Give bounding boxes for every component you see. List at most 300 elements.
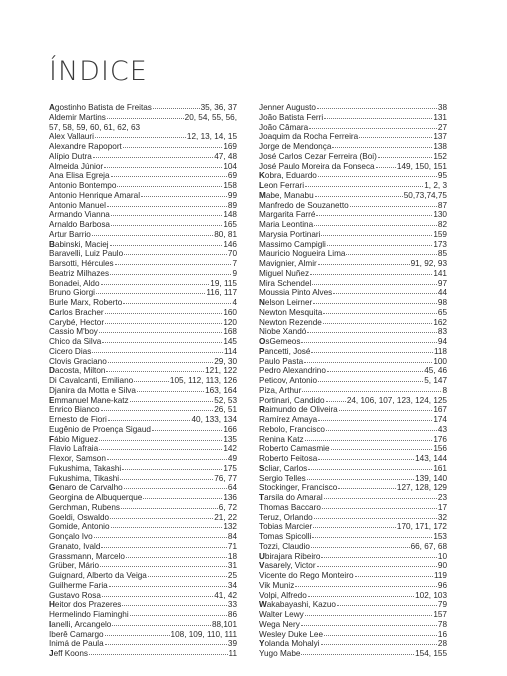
entry-initial: P	[259, 346, 265, 356]
entry-name: José Carlos Cezar Ferreira (Boi)	[259, 151, 377, 161]
index-column-right	[259, 103, 447, 659]
index-entry	[49, 425, 237, 435]
entry-pages: 80, 81	[214, 229, 237, 239]
leader-dots	[301, 654, 414, 655]
leader-dots	[312, 284, 437, 285]
entry-pages: 40, 133, 134	[191, 415, 237, 424]
entry-name: Alexandre Rapoport	[49, 142, 122, 151]
leader-dots	[102, 342, 222, 343]
entry-name: Grassmann, Marcelo	[49, 551, 125, 561]
entry-pages: 116, 117	[206, 288, 237, 298]
index-entry	[49, 347, 237, 357]
index-entry	[49, 503, 237, 513]
entry-pages: 167	[433, 405, 447, 415]
leader-dots	[301, 342, 436, 343]
entry-initial: S	[259, 463, 265, 473]
entry-name: Barsotti, Hércules	[49, 259, 114, 268]
entry-name: Burle Marx, Roberto	[49, 298, 123, 307]
index-entry	[49, 474, 237, 484]
leader-dots	[101, 410, 214, 411]
entry-name: Niobe Xandó	[259, 327, 307, 337]
leader-dots	[94, 537, 227, 538]
index-entry	[259, 503, 447, 513]
entry-pages: 158	[223, 181, 237, 190]
leader-dots	[304, 362, 432, 363]
leader-dots	[308, 596, 414, 597]
leader-dots	[359, 137, 432, 138]
entry-pages: 136	[223, 493, 237, 502]
entry-pages: 102, 103	[415, 590, 447, 600]
leader-dots	[307, 479, 414, 480]
entry-name: Flexor, Samson	[49, 454, 106, 463]
index-entry	[259, 405, 447, 415]
leader-dots	[137, 391, 204, 392]
entry-name: Heitor dos Prazeres	[49, 600, 122, 610]
entry-name: Sergio Telles	[259, 473, 306, 483]
entry-name: Aldemir Martins	[49, 112, 106, 122]
leader-dots	[148, 576, 227, 577]
index-entry	[259, 152, 447, 162]
index-entry	[49, 249, 237, 259]
entry-name: Ianelli, Arcangelo	[49, 619, 112, 629]
entry-pages: 33	[227, 600, 237, 610]
index-entry	[259, 201, 447, 211]
entry-pages: 1, 2, 3	[424, 181, 447, 190]
index-entry	[259, 249, 447, 259]
index-entry	[49, 561, 237, 571]
leader-dots	[313, 303, 437, 304]
entry-pages: 142	[223, 444, 237, 454]
index-entry	[259, 464, 447, 474]
entry-pages: 154, 155	[415, 649, 447, 658]
leader-dots	[355, 576, 433, 577]
entry-name: Gomide, Antonio	[49, 522, 110, 532]
leader-dots	[314, 225, 437, 226]
leader-dots	[323, 313, 437, 314]
entry-initial: B	[49, 239, 55, 249]
entry-initial: G	[49, 483, 56, 493]
entry-name: Agostinho Batista de Freitas	[49, 103, 152, 112]
entry-pages: 127, 128, 129	[396, 483, 447, 493]
leader-dots	[123, 147, 223, 148]
entry-name: Pedro Alexandrino	[259, 366, 326, 376]
entry-name: Gerchman, Rubens	[49, 502, 120, 512]
entry-pages-continued: 57, 58, 59, 60, 61, 62, 63	[49, 122, 141, 132]
page-title: ÍNDICE	[49, 56, 148, 87]
entry-name: Nelson Leirner	[259, 298, 313, 307]
leader-dots	[324, 498, 437, 499]
leader-dots	[327, 245, 432, 246]
leader-dots	[327, 371, 423, 372]
entry-pages: 76, 77	[214, 473, 237, 483]
entry-pages: 137	[433, 132, 447, 142]
index-entry	[259, 610, 447, 620]
entry-pages: 105, 112, 113, 126	[169, 376, 237, 385]
entry-name: Eugênio de Proença Sigaud	[49, 424, 151, 434]
entry-pages: 71	[227, 541, 237, 551]
entry-pages: 169	[223, 142, 237, 151]
index-column-left	[49, 103, 237, 659]
index-entry	[49, 464, 237, 474]
leader-dots	[331, 449, 433, 450]
entry-pages: 32	[437, 512, 447, 522]
index-entry	[259, 630, 447, 640]
leader-dots	[111, 176, 227, 177]
index-entry	[49, 532, 237, 542]
index-entry	[259, 620, 447, 630]
entry-name: Mira Schendel	[259, 278, 312, 288]
entry-name: Gustavo Rosa	[49, 590, 101, 600]
index-entry	[259, 347, 447, 357]
entry-name: Tozzi, Claudio	[259, 541, 310, 551]
index-entry	[259, 298, 447, 308]
index-entry	[259, 483, 447, 493]
index-entry	[259, 357, 447, 367]
entry-pages: 39	[227, 639, 237, 649]
entry-pages: 19, 115	[210, 278, 237, 288]
entry-name: Georgina de Albuquerque	[49, 493, 143, 502]
entry-pages: 100	[433, 356, 447, 366]
leader-dots	[117, 186, 222, 187]
index-entry	[49, 162, 237, 172]
entry-name: Yolanda Mohalyi	[259, 639, 320, 649]
index-entry	[49, 483, 237, 493]
index-entry	[259, 191, 447, 201]
leader-dots	[100, 566, 227, 567]
leader-dots	[99, 440, 222, 441]
entry-name: Fukushima, Tikashi	[49, 473, 120, 483]
index-entry	[259, 561, 447, 571]
index-entry	[259, 259, 447, 269]
entry-initial: D	[49, 366, 55, 376]
leader-dots	[316, 215, 432, 216]
entry-pages: 121, 122	[205, 366, 237, 376]
index-entry	[259, 425, 447, 435]
index-entry	[259, 493, 447, 503]
index-entry	[49, 318, 237, 328]
index-entry	[259, 474, 447, 484]
entry-pages: 135	[223, 434, 237, 444]
index-entry	[49, 396, 237, 406]
index-entry	[259, 366, 447, 376]
entry-name: OsGemeos	[259, 337, 301, 346]
index-entry	[259, 142, 447, 152]
leader-dots	[152, 430, 222, 431]
entry-name: Arnaldo Barbosa	[49, 220, 110, 229]
entry-name: Carlos Bracher	[49, 307, 104, 317]
entry-name: Ramírez Amaya	[259, 415, 318, 424]
leader-dots	[323, 323, 433, 324]
entry-initial: N	[259, 298, 265, 307]
entry-name: Guignard, Alberto da Veiga	[49, 571, 147, 580]
entry-pages: 70	[227, 249, 237, 259]
leader-dots	[318, 459, 414, 460]
leader-dots	[317, 108, 437, 109]
leader-dots	[99, 332, 222, 333]
entry-pages: 174	[433, 415, 447, 424]
entry-name: Armando Vianna	[49, 210, 110, 220]
entry-initial: E	[49, 395, 55, 405]
index-entry	[259, 210, 447, 220]
entry-pages: 156	[433, 444, 447, 454]
leader-dots	[89, 654, 227, 655]
entry-name: Joaquim da Rocha Ferreira	[259, 132, 359, 142]
index-entry	[49, 630, 237, 640]
leader-dots	[93, 157, 213, 158]
index-entry	[49, 513, 237, 523]
index-entry	[259, 240, 447, 250]
entry-name: Jenner Augusto	[259, 103, 316, 112]
index-entry	[259, 308, 447, 318]
leader-dots	[322, 508, 437, 509]
entry-name: Carybé, Hector	[49, 317, 105, 327]
leader-dots	[105, 323, 222, 324]
index-entry	[49, 113, 237, 133]
index-entry	[49, 454, 237, 464]
entry-pages: 5, 147	[424, 376, 447, 385]
entry-pages: 52, 53	[214, 395, 237, 405]
entry-name: Teruz, Orlando	[259, 512, 313, 522]
index-entry	[49, 620, 237, 630]
index-entry	[49, 591, 237, 601]
entry-pages: 87	[437, 200, 447, 210]
leader-dots	[102, 596, 213, 597]
leader-dots	[104, 167, 222, 168]
entry-pages: 24, 106, 107, 123, 124, 125	[346, 395, 447, 405]
entry-name: Wakabayashi, Kazuo	[259, 600, 336, 610]
entry-name: Cicero Dias	[49, 346, 92, 356]
entry-pages: 49	[227, 454, 237, 463]
leader-dots	[301, 625, 437, 626]
leader-dots	[338, 488, 396, 489]
index-entry	[259, 162, 447, 172]
entry-pages: 176	[433, 434, 447, 444]
entry-name: Renina Katz	[259, 434, 304, 444]
index-entry	[49, 435, 237, 445]
index-entry	[49, 493, 237, 503]
entry-pages: 143, 144	[415, 454, 447, 463]
leader-dots	[109, 586, 227, 587]
index-entry	[49, 269, 237, 279]
entry-pages: 89	[227, 200, 237, 210]
leader-dots	[314, 518, 437, 519]
entry-pages: 175	[223, 463, 237, 473]
entry-name: Thomas Baccaro	[259, 502, 321, 512]
entry-name: João Câmara	[259, 122, 309, 132]
leader-dots	[311, 352, 433, 353]
index-entry	[259, 649, 447, 659]
leader-dots	[111, 527, 223, 528]
index-entry	[259, 513, 447, 523]
entry-pages: 45, 46	[424, 366, 447, 376]
entry-pages: 9	[232, 268, 237, 278]
entry-name: Newton Rezende	[259, 317, 322, 327]
entry-name: Ubirajara Ribeiro	[259, 551, 321, 561]
leader-dots	[302, 391, 441, 392]
index-entry	[259, 103, 447, 113]
entry-name: Jorge de Mendonça	[259, 142, 332, 151]
entry-pages: 21, 22	[214, 512, 237, 522]
entry-initial: C	[49, 307, 55, 317]
index-entry	[49, 201, 237, 211]
index-entry	[49, 298, 237, 308]
entry-name: Enrico Bianco	[49, 405, 100, 415]
entry-pages: 16	[437, 629, 447, 639]
index-entry	[49, 610, 237, 620]
leader-dots	[101, 547, 226, 548]
entry-pages: 145	[223, 337, 237, 346]
leader-dots	[305, 440, 433, 441]
entry-pages: 65	[437, 307, 447, 317]
entry-name: Artur Barrio	[49, 229, 91, 239]
index-entry	[49, 191, 237, 201]
entry-pages: 18	[227, 551, 237, 561]
leader-dots	[321, 235, 432, 236]
leader-dots	[295, 586, 437, 587]
entry-name: Babinski, Maciej	[49, 239, 109, 249]
leader-dots	[318, 420, 432, 421]
leader-dots	[96, 293, 205, 294]
entry-name: Portinari, Candido	[259, 395, 325, 405]
entry-pages: 131	[433, 112, 447, 122]
leader-dots	[317, 566, 437, 567]
entry-name: Fábio Miguez	[49, 434, 99, 444]
entry-name: Ana Elisa Egreja	[49, 171, 110, 181]
leader-dots	[350, 206, 437, 207]
leader-dots	[315, 196, 403, 197]
index-entry	[259, 542, 447, 552]
entry-pages: 27	[437, 122, 447, 132]
index-entry	[49, 522, 237, 532]
entry-name: Peticov, Antonio	[259, 376, 318, 385]
leader-dots	[324, 118, 432, 119]
entry-pages: 38	[437, 103, 447, 112]
leader-dots	[111, 225, 222, 226]
entry-pages: 132	[223, 522, 237, 532]
entry-pages: 138	[433, 142, 447, 151]
leader-dots	[130, 401, 214, 402]
entry-pages: 139, 140	[415, 473, 447, 483]
index-entry	[49, 415, 237, 425]
entry-name: Massimo Campigli	[259, 239, 326, 249]
entry-name: Antonio Manuel	[49, 200, 106, 210]
index-entry	[259, 386, 447, 396]
index-entry	[49, 142, 237, 152]
entry-name: Emmanuel Mane-katz	[49, 395, 129, 405]
index-entry	[259, 318, 447, 328]
entry-pages: 44	[437, 288, 447, 298]
entry-initial: V	[259, 561, 265, 571]
entry-pages: 165	[223, 220, 237, 229]
index-entry	[49, 259, 237, 269]
entry-pages: 25	[227, 571, 237, 580]
entry-pages: 11	[228, 649, 237, 658]
entry-name: Margarita Farré	[259, 210, 316, 220]
leader-dots	[110, 245, 223, 246]
entry-name: Stockinger, Francisco	[259, 483, 338, 493]
index-entry	[259, 581, 447, 591]
index-entry	[259, 230, 447, 240]
entry-pages: 173	[433, 239, 447, 249]
leader-dots	[143, 498, 222, 499]
entry-initial: F	[49, 434, 55, 444]
leader-dots	[107, 118, 184, 119]
entry-initial: U	[259, 551, 265, 561]
index-entry	[49, 376, 237, 386]
entry-pages: 157	[433, 610, 447, 619]
index-entry	[49, 357, 237, 367]
index-entry	[259, 454, 447, 464]
index-entry	[259, 279, 447, 289]
leader-dots	[107, 459, 227, 460]
leader-dots	[105, 313, 223, 314]
entry-name: Manfredo de Souzanetto	[259, 200, 349, 210]
leader-dots	[311, 547, 410, 548]
leader-dots	[376, 167, 396, 168]
index-entry	[49, 220, 237, 230]
index-entry	[259, 435, 447, 445]
index-entry	[49, 639, 237, 649]
entry-pages: 43	[437, 424, 447, 434]
entry-name: Wega Nery	[259, 619, 300, 629]
index-entry	[259, 113, 447, 123]
entry-name: Volpi, Alfredo	[259, 590, 307, 600]
leader-dots	[134, 381, 169, 382]
entry-name: Guilherme Faria	[49, 580, 108, 590]
entry-name: Newton Mesquita	[259, 307, 323, 317]
entry-name: Mauricio Nogueira Lima	[259, 249, 346, 259]
index-entry	[49, 288, 237, 298]
entry-pages: 152	[433, 151, 447, 161]
index-entry	[49, 444, 237, 454]
index-entry	[259, 327, 447, 337]
entry-initial: J	[49, 649, 54, 658]
entry-name: Moussia Pinto Alves	[259, 288, 333, 298]
entry-name: Bruno Giorgi	[49, 288, 95, 298]
entry-name: Rebolo, Francisco	[259, 424, 325, 434]
entry-name: Iberê Camargo	[49, 629, 104, 639]
entry-name: Raimundo de Oliveira	[259, 405, 338, 415]
index-entry	[259, 591, 447, 601]
entry-pages: 4	[232, 298, 237, 307]
entry-initial: K	[259, 171, 265, 181]
entry-name: Roberto Feitosa	[259, 454, 318, 463]
leader-dots	[92, 352, 223, 353]
entry-pages: 119	[433, 571, 447, 580]
index-entry	[259, 532, 447, 542]
index-entry	[259, 415, 447, 425]
leader-dots	[106, 371, 204, 372]
entry-pages: 47, 48	[214, 151, 237, 161]
entry-name: Cassio M'boy	[49, 327, 98, 337]
entry-pages: 108, 109, 110, 111	[170, 629, 237, 639]
leader-dots	[305, 186, 423, 187]
entry-pages: 118	[433, 346, 447, 356]
entry-pages: 166	[223, 424, 237, 434]
entry-pages: 120	[223, 317, 237, 327]
index-entry	[49, 308, 237, 318]
index-entry	[49, 327, 237, 337]
entry-pages: 114	[223, 346, 237, 356]
entry-name: Flavio Lafraia	[49, 444, 99, 454]
entry-name: Pancetti, José	[259, 346, 311, 356]
leader-dots	[112, 625, 211, 626]
leader-dots	[326, 430, 437, 431]
entry-pages: 35, 36, 37	[200, 103, 237, 112]
entry-name: Vasarely, Victor	[259, 561, 316, 571]
entry-initial: M	[259, 190, 266, 200]
entry-pages: 88,101	[211, 619, 237, 629]
